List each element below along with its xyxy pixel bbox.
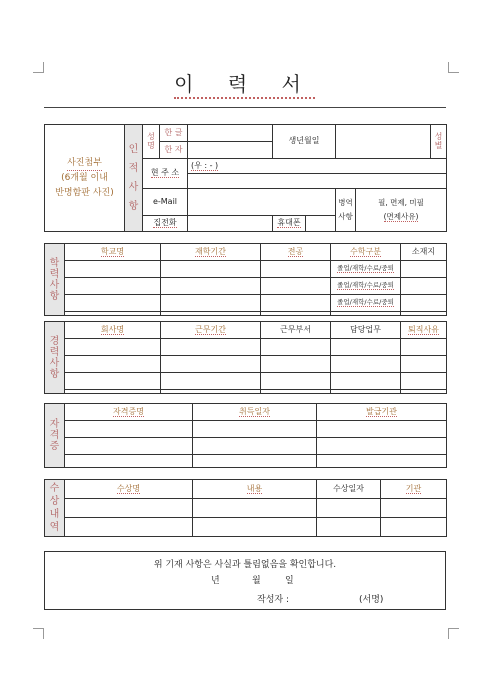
section-career: 경력사항 xyxy=(45,322,65,394)
career-header-period: 근무기간 xyxy=(161,322,261,339)
table-row xyxy=(45,438,447,455)
confirmation-box xyxy=(44,551,446,610)
photo-note-2: 반명함판 사진) xyxy=(55,187,114,198)
career-department-cell[interactable] xyxy=(261,373,331,390)
career-company-cell[interactable] xyxy=(65,339,161,356)
license-date-cell[interactable] xyxy=(193,455,317,468)
award-date-cell[interactable] xyxy=(317,518,381,537)
edu-header-status: 수학구분 xyxy=(331,244,401,261)
career-period-cell[interactable] xyxy=(161,356,261,373)
hanja-name-input[interactable] xyxy=(188,142,273,159)
award-header-org: 기관 xyxy=(381,480,447,499)
award-org-cell[interactable] xyxy=(381,518,447,537)
career-department-cell[interactable] xyxy=(261,356,331,373)
career-duty-cell[interactable] xyxy=(331,356,401,373)
award-header-content: 내용 xyxy=(193,480,317,499)
section-license: 자격증 xyxy=(45,404,65,468)
table-row xyxy=(45,295,447,312)
date-month-label: 월 xyxy=(252,576,261,586)
award-content-cell[interactable] xyxy=(193,499,317,518)
career-duty-cell[interactable] xyxy=(331,390,401,394)
military-options: 필, 면제, 미필 xyxy=(378,197,424,207)
career-period-cell[interactable] xyxy=(161,339,261,356)
home-phone-label: 집전화 xyxy=(143,216,188,232)
license-date-cell[interactable] xyxy=(193,421,317,438)
name-label: 성명 xyxy=(143,125,160,159)
document-title: 이 력 서 xyxy=(0,68,489,97)
edu-status-cell[interactable]: 졸업/재학/수료/중퇴 xyxy=(331,261,401,278)
mobile-input[interactable] xyxy=(306,216,336,232)
career-header-reason: 퇴직사유 xyxy=(401,322,447,339)
edu-header-period: 재학기간 xyxy=(161,244,261,261)
birth-input[interactable] xyxy=(336,125,431,159)
career-header-duty: 담당업무 xyxy=(331,322,401,339)
award-date-cell[interactable] xyxy=(317,499,381,518)
career-reason-cell[interactable] xyxy=(401,356,447,373)
edu-location-cell[interactable] xyxy=(401,312,447,316)
career-header-department: 근무부서 xyxy=(261,322,331,339)
career-department-cell[interactable] xyxy=(261,339,331,356)
license-date-cell[interactable] xyxy=(193,438,317,455)
edu-location-cell[interactable] xyxy=(401,278,447,295)
hanja-name-label: 한 자 xyxy=(160,142,188,159)
table-row xyxy=(45,373,447,390)
gender-label: 성별 xyxy=(431,125,447,159)
home-phone-input[interactable] xyxy=(188,216,273,232)
photo-note-1: (6개월 이내 xyxy=(61,173,108,184)
title-rule xyxy=(44,107,446,108)
license-issuer-cell[interactable] xyxy=(317,421,447,438)
table-row xyxy=(45,390,447,394)
license-header-name: 자격증명 xyxy=(65,404,193,421)
career-table xyxy=(44,321,447,394)
edu-major-cell[interactable] xyxy=(261,261,331,278)
career-duty-cell[interactable] xyxy=(331,339,401,356)
table-row xyxy=(45,278,447,295)
table-row xyxy=(45,499,447,518)
photo-label: 사진첨부 xyxy=(67,156,102,171)
korean-name-label: 한 글 xyxy=(160,125,188,142)
zip-input[interactable]: (우 : - ) xyxy=(188,159,447,174)
edu-header-major: 전공 xyxy=(261,244,331,261)
birth-label: 생년월일 xyxy=(273,125,336,159)
crop-mark-bottom-left xyxy=(33,628,44,639)
section-award: 수상내역 xyxy=(45,480,65,537)
edu-header-school: 학교명 xyxy=(65,244,161,261)
edu-location-cell[interactable] xyxy=(401,261,447,278)
career-company-cell[interactable] xyxy=(65,356,161,373)
edu-period-cell[interactable] xyxy=(161,261,261,278)
edu-school-cell[interactable] xyxy=(65,278,161,295)
license-issuer-cell[interactable] xyxy=(317,455,447,468)
education-table xyxy=(44,243,447,316)
edu-period-cell[interactable] xyxy=(161,312,261,316)
table-row xyxy=(45,339,447,356)
table-row xyxy=(45,261,447,278)
career-period-cell[interactable] xyxy=(161,373,261,390)
career-department-cell[interactable] xyxy=(261,390,331,394)
award-org-cell[interactable] xyxy=(381,499,447,518)
table-row xyxy=(45,421,447,438)
photo-box[interactable] xyxy=(45,125,125,232)
date-year-label: 년 xyxy=(211,576,220,586)
address-input[interactable] xyxy=(188,174,447,189)
korean-name-input[interactable] xyxy=(188,125,273,142)
award-header-date: 수상일자 xyxy=(317,480,381,499)
edu-status-cell[interactable]: 졸업/재학/수료/중퇴 xyxy=(331,295,401,312)
edu-school-cell[interactable] xyxy=(65,295,161,312)
edu-school-cell[interactable] xyxy=(65,261,161,278)
table-row xyxy=(45,518,447,537)
career-header-company: 회사명 xyxy=(65,322,161,339)
mobile-label: 휴대폰 xyxy=(273,216,306,232)
writer-label: 작성자 : xyxy=(257,595,289,605)
edu-major-cell[interactable] xyxy=(261,295,331,312)
license-header-date: 취득일자 xyxy=(193,404,317,421)
military-status[interactable] xyxy=(356,189,447,232)
career-company-cell[interactable] xyxy=(65,373,161,390)
signature-label[interactable]: (서명) xyxy=(359,595,384,605)
edu-period-cell[interactable] xyxy=(161,295,261,312)
career-duty-cell[interactable] xyxy=(331,373,401,390)
address-label: 현 주 소 xyxy=(143,159,188,189)
date-day-label: 일 xyxy=(285,576,294,586)
table-row xyxy=(45,356,447,373)
license-header-issuer: 발급기관 xyxy=(317,404,447,421)
edu-period-cell[interactable] xyxy=(161,278,261,295)
career-reason-cell[interactable] xyxy=(401,373,447,390)
edu-school-cell[interactable] xyxy=(65,312,161,316)
award-name-cell[interactable] xyxy=(65,499,193,518)
military-exempt-reason: (면제사유) xyxy=(383,212,419,221)
career-reason-cell[interactable] xyxy=(401,339,447,356)
license-name-cell[interactable] xyxy=(65,455,193,468)
license-issuer-cell[interactable] xyxy=(317,438,447,455)
edu-location-cell[interactable] xyxy=(401,295,447,312)
edu-status-cell[interactable] xyxy=(331,312,401,316)
edu-status-cell[interactable]: 졸업/재학/수료/중퇴 xyxy=(331,278,401,295)
license-name-cell[interactable] xyxy=(65,438,193,455)
career-reason-cell[interactable] xyxy=(401,390,447,394)
career-period-cell[interactable] xyxy=(161,390,261,394)
award-table xyxy=(44,479,447,537)
table-row xyxy=(45,312,447,316)
career-company-cell[interactable] xyxy=(65,390,161,394)
award-header-name: 수상명 xyxy=(65,480,193,499)
email-input[interactable] xyxy=(188,189,336,216)
award-content-cell[interactable] xyxy=(193,518,317,537)
license-table xyxy=(44,403,447,468)
license-name-cell[interactable] xyxy=(65,421,193,438)
personal-info-table xyxy=(44,124,447,232)
section-personal: 인적사항 xyxy=(125,125,143,232)
award-name-cell[interactable] xyxy=(65,518,193,537)
military-label: 병역사항 xyxy=(336,189,356,232)
edu-major-cell[interactable] xyxy=(261,312,331,316)
section-education: 학력사항 xyxy=(45,244,65,316)
table-row xyxy=(45,455,447,468)
edu-major-cell[interactable] xyxy=(261,278,331,295)
crop-mark-bottom-right xyxy=(448,628,459,639)
confirmation-statement: 위 기재 사항은 사실과 틀림없음을 확인합니다. xyxy=(153,560,337,570)
email-label: e-Mail xyxy=(143,189,188,216)
edu-header-location: 소재지 xyxy=(401,244,447,261)
